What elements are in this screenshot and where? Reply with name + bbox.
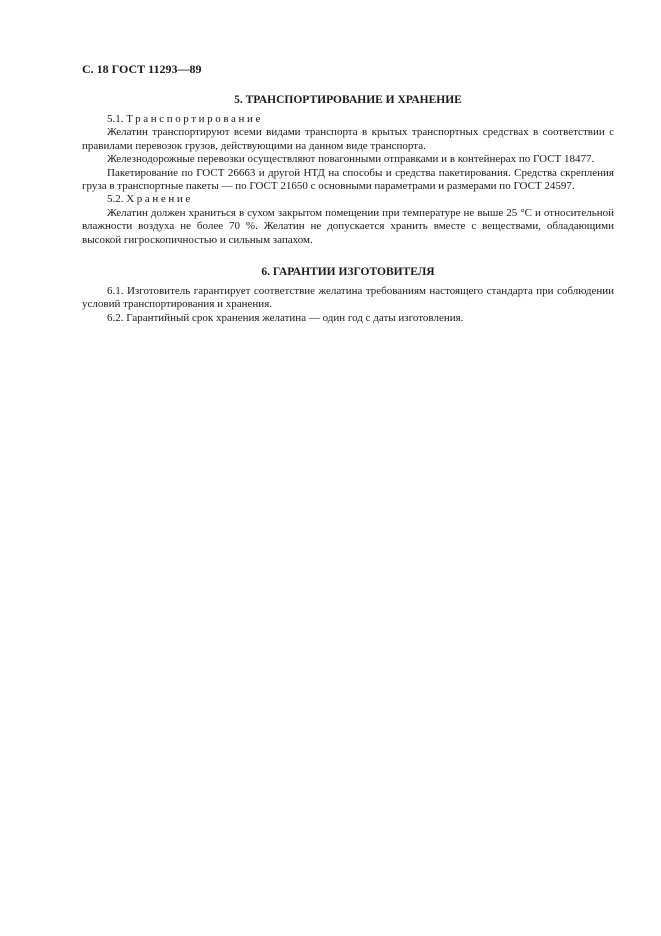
paragraph-5-2: Желатин должен храниться в сухом закрытом помещении при температуре не выше 25 °С и относительной влажности воздуха не более 70 %. Желатин не допускается хранить вместе с веществами, обладающими высокой гигроскопичностью и сильным запахом. [82,206,614,246]
paragraph-5-1-b: Железнодорожные перевозки осуществляют повагонными отправками и в контейнерах по ГОСТ 18477. [107,153,595,166]
subsection-5-2-title: Хранение [126,193,193,206]
paragraph-5-1-a: Желатин транспортируют всеми видами транспорта в крытых транспортных средствах в соответствии с правилами перевозок грузов, действующими на данном виде транспорта. [82,126,614,152]
section-5-title: 5. ТРАНСПОРТИРОВАНИЕ И ХРАНЕНИЕ [234,94,462,106]
subsection-5-1-title: Транспортирование [126,113,263,125]
section-gap [82,247,614,257]
subsection-5-2-heading [82,193,614,206]
paragraph-6-1: 6.1. Изготовитель гарантирует соответствие желатина требованиям настоящего стандарта при соблюдении условий транспортирования и хранения. [82,285,614,311]
document-page [82,62,614,325]
subsection-5-2-number: 5.2. [107,193,124,206]
subsection-5-1-number: 5.1. [107,113,124,125]
section-6-title: 6. ГАРАНТИИ ИЗГОТОВИТЕЛЯ [261,266,435,279]
paragraph-6-2: 6.2. Гарантийный срок хранения желатина — один год с даты изготовления. [107,311,464,324]
subsection-5-1-heading [82,113,614,126]
paragraph-5-1-c: Пакетирование по ГОСТ 26663 и другой НТД на способы и средства пакетирования. Средства скрепления груза в транспортные пакеты — по ГОСТ 21650 с основными параметрами и размерами по ГОСТ 24597. [82,166,614,193]
page-header: С. 18 ГОСТ 11293—89 [82,62,202,76]
